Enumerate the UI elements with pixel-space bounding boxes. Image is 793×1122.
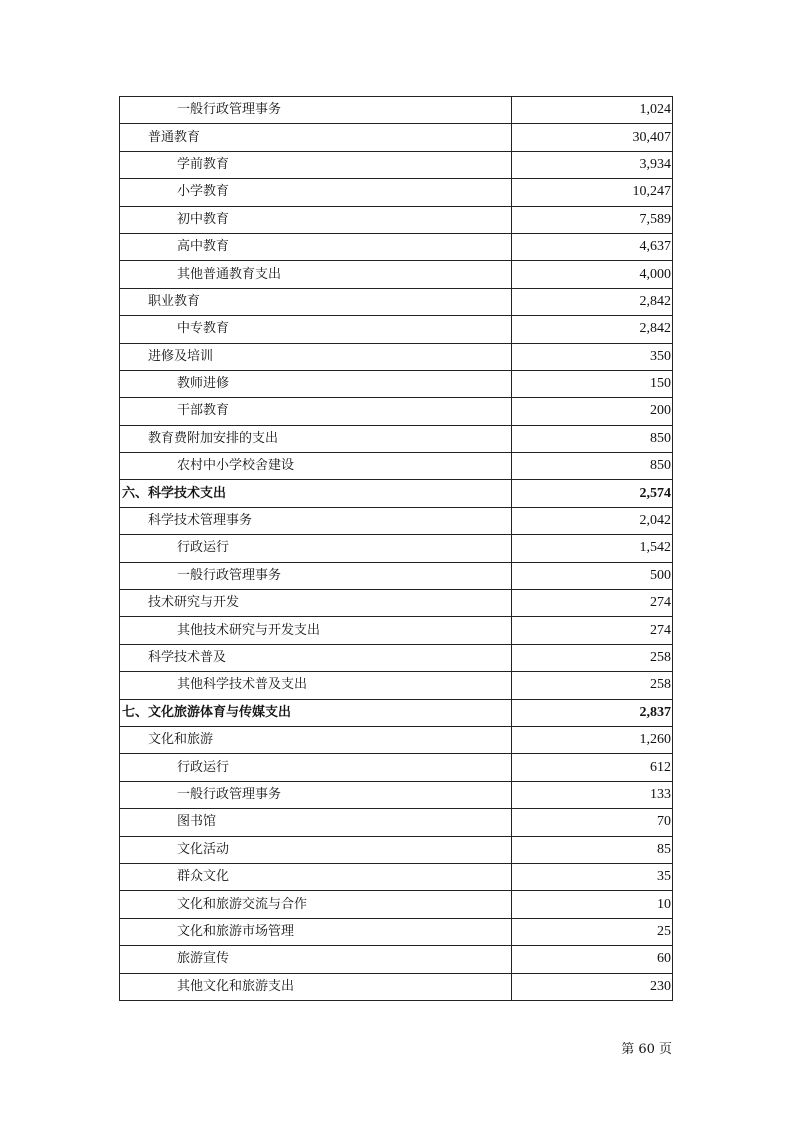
row-name-cell: 旅游宣传 — [120, 946, 512, 973]
item-row — [120, 809, 673, 836]
row-amount-cell: 1,542 — [512, 535, 673, 562]
row-name-cell: 文化和旅游 — [120, 726, 512, 753]
category-row — [120, 699, 673, 726]
row-name-cell: 六、科学技术支出 — [120, 480, 512, 507]
row-name-cell: 农村中小学校舍建设 — [120, 453, 512, 480]
row-name-cell: 初中教育 — [120, 206, 512, 233]
row-amount-cell: 70 — [512, 809, 673, 836]
row-amount-cell: 10,247 — [512, 179, 673, 206]
row-name-cell: 其他技术研究与开发支出 — [120, 617, 512, 644]
row-name-cell: 高中教育 — [120, 233, 512, 260]
subcategory-row — [120, 590, 673, 617]
subcategory-row — [120, 425, 673, 452]
category-row — [120, 480, 673, 507]
row-amount-cell: 1,260 — [512, 726, 673, 753]
item-row — [120, 398, 673, 425]
item-row — [120, 316, 673, 343]
row-name-cell: 中专教育 — [120, 316, 512, 343]
row-amount-cell: 350 — [512, 343, 673, 370]
item-row — [120, 781, 673, 808]
row-amount-cell: 25 — [512, 918, 673, 945]
row-name-cell: 教育费附加安排的支出 — [120, 425, 512, 452]
row-name-cell: 科学技术普及 — [120, 644, 512, 671]
item-row — [120, 891, 673, 918]
row-name-cell: 文化和旅游交流与合作 — [120, 891, 512, 918]
row-amount-cell: 4,637 — [512, 233, 673, 260]
item-row — [120, 973, 673, 1000]
row-name-cell: 小学教育 — [120, 179, 512, 206]
row-amount-cell: 30,407 — [512, 124, 673, 151]
row-amount-cell: 133 — [512, 781, 673, 808]
row-amount-cell: 258 — [512, 644, 673, 671]
item-row — [120, 535, 673, 562]
row-name-cell: 普通教育 — [120, 124, 512, 151]
row-name-cell: 其他普通教育支出 — [120, 261, 512, 288]
row-amount-cell: 85 — [512, 836, 673, 863]
row-name-cell: 技术研究与开发 — [120, 590, 512, 617]
row-name-cell: 一般行政管理事务 — [120, 562, 512, 589]
item-row — [120, 206, 673, 233]
item-row — [120, 672, 673, 699]
page-number: 第 60 页 — [621, 1042, 672, 1057]
row-name-cell: 图书馆 — [120, 809, 512, 836]
row-amount-cell: 7,589 — [512, 206, 673, 233]
row-amount-cell: 2,574 — [512, 480, 673, 507]
row-name-cell: 职业教育 — [120, 288, 512, 315]
subcategory-row — [120, 124, 673, 151]
subcategory-row — [120, 288, 673, 315]
budget-expenditure-table — [119, 96, 673, 1001]
row-amount-cell: 150 — [512, 370, 673, 397]
subcategory-row — [120, 726, 673, 753]
row-amount-cell: 4,000 — [512, 261, 673, 288]
row-amount-cell: 2,042 — [512, 507, 673, 534]
row-name-cell: 行政运行 — [120, 754, 512, 781]
row-amount-cell: 230 — [512, 973, 673, 1000]
row-name-cell: 一般行政管理事务 — [120, 97, 512, 124]
row-name-cell: 进修及培训 — [120, 343, 512, 370]
table-body — [120, 97, 673, 1001]
item-row — [120, 453, 673, 480]
row-amount-cell: 60 — [512, 946, 673, 973]
row-amount-cell: 258 — [512, 672, 673, 699]
item-row — [120, 562, 673, 589]
item-row — [120, 617, 673, 644]
row-amount-cell: 850 — [512, 425, 673, 452]
row-name-cell: 其他科学技术普及支出 — [120, 672, 512, 699]
item-row — [120, 918, 673, 945]
item-row — [120, 179, 673, 206]
row-name-cell: 其他文化和旅游支出 — [120, 973, 512, 1000]
row-amount-cell: 1,024 — [512, 97, 673, 124]
row-amount-cell: 2,842 — [512, 316, 673, 343]
row-name-cell: 学前教育 — [120, 151, 512, 178]
row-amount-cell: 200 — [512, 398, 673, 425]
item-row — [120, 836, 673, 863]
row-amount-cell: 274 — [512, 590, 673, 617]
row-amount-cell: 274 — [512, 617, 673, 644]
row-amount-cell: 3,934 — [512, 151, 673, 178]
row-amount-cell: 2,842 — [512, 288, 673, 315]
row-name-cell: 文化和旅游市场管理 — [120, 918, 512, 945]
item-row — [120, 261, 673, 288]
row-amount-cell: 35 — [512, 863, 673, 890]
row-name-cell: 群众文化 — [120, 863, 512, 890]
row-name-cell: 干部教育 — [120, 398, 512, 425]
row-name-cell: 一般行政管理事务 — [120, 781, 512, 808]
row-amount-cell: 612 — [512, 754, 673, 781]
subcategory-row — [120, 507, 673, 534]
subcategory-row — [120, 644, 673, 671]
item-row — [120, 370, 673, 397]
subcategory-row — [120, 343, 673, 370]
row-amount-cell: 500 — [512, 562, 673, 589]
item-row — [120, 863, 673, 890]
item-row — [120, 754, 673, 781]
row-name-cell: 科学技术管理事务 — [120, 507, 512, 534]
row-name-cell: 文化活动 — [120, 836, 512, 863]
item-row — [120, 946, 673, 973]
row-amount-cell: 2,837 — [512, 699, 673, 726]
row-name-cell: 教师进修 — [120, 370, 512, 397]
row-amount-cell: 10 — [512, 891, 673, 918]
item-row — [120, 151, 673, 178]
item-row — [120, 233, 673, 260]
row-name-cell: 行政运行 — [120, 535, 512, 562]
row-amount-cell: 850 — [512, 453, 673, 480]
row-name-cell: 七、文化旅游体育与传媒支出 — [120, 699, 512, 726]
item-row — [120, 97, 673, 124]
